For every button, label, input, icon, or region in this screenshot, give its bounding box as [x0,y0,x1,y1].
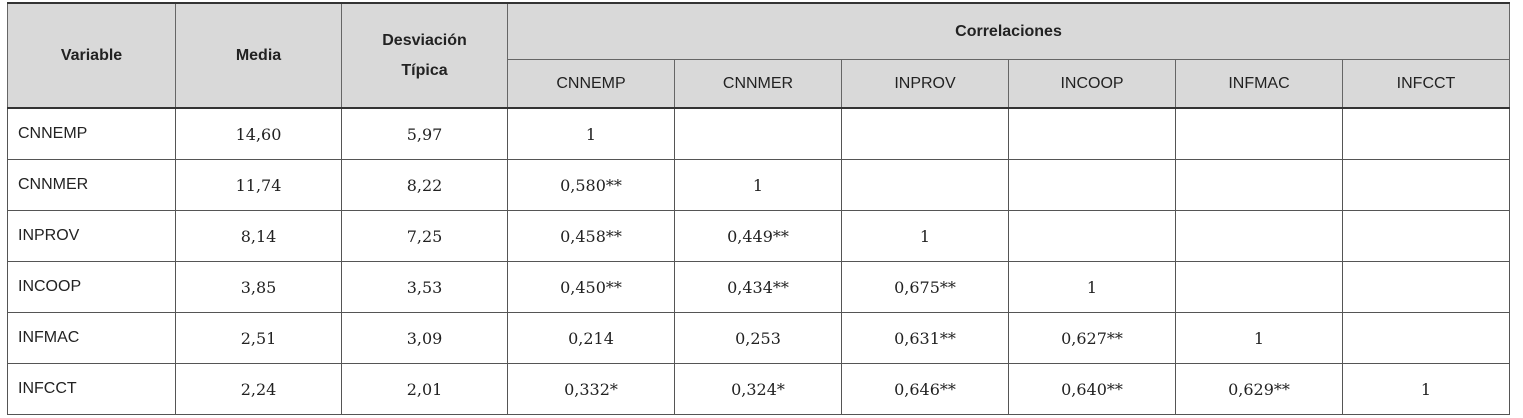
header-corr-col: INFMAC [1176,60,1343,109]
table-body [8,108,1510,415]
row-variable: INPROV [8,211,176,262]
corr-cell [1343,108,1510,160]
corr-cell: 1 [1176,313,1343,364]
corr-cell [1009,108,1176,160]
corr-cell [1176,211,1343,262]
corr-cell: 0,640** [1009,364,1176,415]
corr-cell: 0,646** [842,364,1009,415]
corr-cell: 0,324* [675,364,842,415]
correlation-table [7,2,1510,415]
corr-cell [1343,262,1510,313]
row-desviacion: 3,53 [342,262,508,313]
row-desviacion: 8,22 [342,160,508,211]
corr-cell: 1 [1009,262,1176,313]
header-desviacion-line2: Típica [401,61,448,79]
corr-cell: 1 [842,211,1009,262]
corr-cell: 0,450** [508,262,675,313]
header-corr-col: CNNEMP [508,60,675,109]
corr-cell [1009,160,1176,211]
header-desviacion [342,3,508,108]
header-corr-col: INFCCT [1343,60,1510,109]
corr-cell: 1 [508,108,675,160]
corr-cell: 1 [1343,364,1510,415]
corr-cell: 0,434** [675,262,842,313]
corr-cell: 1 [675,160,842,211]
corr-cell: 0,332* [508,364,675,415]
header-corr-col: CNNMER [675,60,842,109]
table-header [8,3,1510,108]
corr-cell [1009,211,1176,262]
corr-cell [675,108,842,160]
header-desviacion-line1: Desviación [382,31,467,49]
corr-cell [1176,108,1343,160]
header-corr-col: INPROV [842,60,1009,109]
corr-cell: 0,631** [842,313,1009,364]
row-variable: CNNMER [8,160,176,211]
row-media: 8,14 [176,211,342,262]
corr-cell: 0,580** [508,160,675,211]
header-corr-col: INCOOP [1009,60,1176,109]
header-media: Media [176,3,342,108]
corr-cell: 0,629** [1176,364,1343,415]
corr-cell: 0,449** [675,211,842,262]
table-row [8,211,1510,262]
corr-cell [842,108,1009,160]
row-variable: INFMAC [8,313,176,364]
table-row [8,160,1510,211]
row-desviacion: 5,97 [342,108,508,160]
corr-cell: 0,253 [675,313,842,364]
corr-cell [842,160,1009,211]
header-correlaciones: Correlaciones [508,3,1510,60]
row-desviacion: 3,09 [342,313,508,364]
corr-cell: 0,214 [508,313,675,364]
row-media: 2,51 [176,313,342,364]
corr-cell: 0,458** [508,211,675,262]
row-variable: CNNEMP [8,108,176,160]
row-variable: INCOOP [8,262,176,313]
corr-cell: 0,627** [1009,313,1176,364]
row-media: 11,74 [176,160,342,211]
row-media: 14,60 [176,108,342,160]
corr-cell [1343,160,1510,211]
table-row [8,364,1510,415]
corr-cell [1176,160,1343,211]
corr-cell: 0,675** [842,262,1009,313]
row-variable: INFCCT [8,364,176,415]
table-row [8,313,1510,364]
table-row [8,108,1510,160]
row-media: 2,24 [176,364,342,415]
corr-cell [1176,262,1343,313]
corr-cell [1343,313,1510,364]
table-row [8,262,1510,313]
row-desviacion: 7,25 [342,211,508,262]
row-media: 3,85 [176,262,342,313]
row-desviacion: 2,01 [342,364,508,415]
corr-cell [1343,211,1510,262]
header-variable: Variable [8,3,176,108]
